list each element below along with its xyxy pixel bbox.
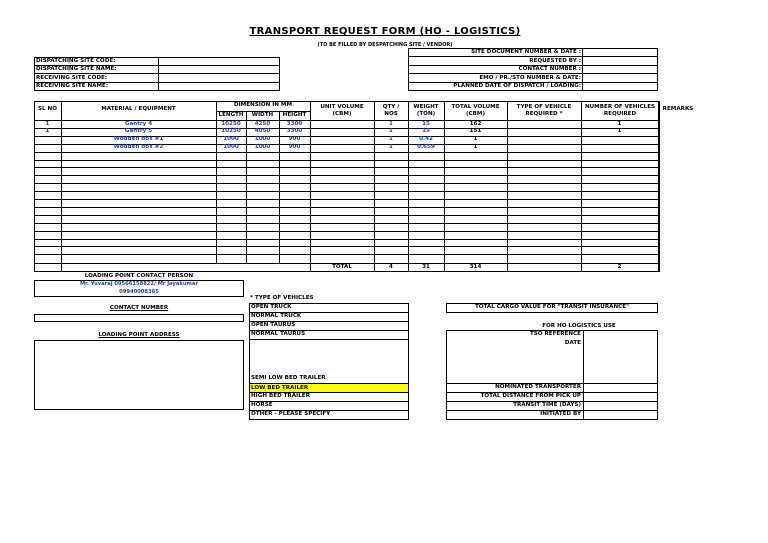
normal-taurus-label: NORMAL TAURUS <box>251 331 306 337</box>
table-row-line <box>34 160 660 161</box>
total-label: TOTAL <box>332 264 352 270</box>
cell-width: 1000 <box>254 136 271 143</box>
cell-length: 1000 <box>223 136 239 143</box>
table-row-line <box>34 239 660 240</box>
material-header: MATERIAL / EQUIPMENT <box>101 106 176 112</box>
cell-material: Gantry 4 <box>124 120 153 127</box>
nominated-transporter-label: NOMINATED TRANSPORTER <box>495 384 581 390</box>
contact-number-label: CONTACT NUMBER : <box>518 66 581 72</box>
initiated-by-label: INITIATED BY <box>540 411 581 417</box>
dispatching-site-name-label: DISPATCHING SITE NAME: <box>36 66 117 72</box>
cell-weight: 15 <box>422 128 430 135</box>
length-header: LENGTH <box>218 112 244 118</box>
cell-weight: 0.659 <box>417 144 435 151</box>
receiving-site-name-label: RECEIVING SITE NAME: <box>36 83 109 89</box>
vehicle-type-header: TYPE OF VEHICLE REQUIRED * <box>516 104 572 117</box>
cell-length: 10250 <box>221 128 241 135</box>
cell-width: 4250 <box>254 120 271 127</box>
cell-material: Gantry 5 <box>124 128 153 135</box>
table-row-line <box>34 183 660 184</box>
cell-vehicles: 1 <box>617 128 622 135</box>
table-row-line <box>34 215 660 216</box>
other-label: OTHER - PLEASE SPECIFY <box>251 411 331 417</box>
cell-qty: 1 <box>389 128 393 135</box>
cell-qty: 1 <box>389 120 393 127</box>
cell-width: 1000 <box>254 144 271 151</box>
dimension-header: DIMENSION IN MM <box>233 102 293 108</box>
cell-total-volume: 1 <box>473 144 478 151</box>
total-distance-label: TOTAL DISTANCE FROM PICK UP <box>480 393 581 399</box>
requested-by-label: REQUESTED BY : <box>529 58 581 64</box>
transit-time-label: TRANSIT TIME (DAYS) <box>513 402 581 408</box>
high-bed-label: HIGH BED TRAILER <box>251 393 310 399</box>
dispatching-site-code-label: DISPATCHING SITE CODE: <box>36 58 116 64</box>
cell-material: Wodden box #1 <box>113 136 164 143</box>
cell-length: 10250 <box>221 120 241 127</box>
cell-length: 1000 <box>223 144 239 151</box>
total-weight: 31 <box>422 264 430 270</box>
sl-no-header: SL NO <box>38 106 57 112</box>
cell-width: 4050 <box>254 128 271 135</box>
cell-total-volume: 151 <box>469 128 482 135</box>
horse-label: HORSE <box>251 402 273 408</box>
vehicles-required-header: NUMBER OF VEHICLES REQUIRED <box>584 104 656 117</box>
form-subtitle: (TO BE FILLED BY DESPATCHING SITE / VENDOR) <box>317 42 453 48</box>
total-qty: 4 <box>389 264 393 270</box>
weight-header: WEIGHT (TON) <box>413 104 439 117</box>
cargo-value-label: TOTAL CARGO VALUE FOR "TRANSIT INSURANCE" <box>474 304 630 310</box>
loading-address-heading: LOADING POINT ADDRESS <box>98 332 180 338</box>
ho-logistics-block <box>446 330 658 420</box>
table-row-line <box>34 191 660 192</box>
cell-weight: 0.42 <box>419 136 433 143</box>
cell-sl: 1 <box>45 128 50 135</box>
contact-number-field[interactable] <box>34 314 244 322</box>
table-row-line <box>34 254 660 255</box>
contact-number-heading: CONTACT NUMBER <box>109 305 169 311</box>
table-row-line <box>34 246 660 247</box>
vehicle-types-heading: * TYPE OF VEHICLES <box>250 295 314 301</box>
form-title: TRANSPORT REQUEST FORM (HO - LOGISTICS) <box>249 26 521 37</box>
site-info-block <box>34 57 280 91</box>
semi-low-bed-label: SEMI LOW BED TRAILER <box>251 375 326 381</box>
table-row-line <box>34 231 660 232</box>
table-row-line <box>34 207 660 208</box>
table-row-line <box>34 167 660 168</box>
receiving-site-code-label: RECEIVING SITE CODE: <box>36 75 108 81</box>
open-truck-label: OPEN TRUCK <box>251 304 292 310</box>
unit-volume-header: UNIT VOLUME (CBM) <box>320 104 364 117</box>
cell-height: 900 <box>288 144 301 151</box>
cell-height: 900 <box>288 136 301 143</box>
cell-qty: 1 <box>389 144 393 151</box>
table-row-line <box>34 199 660 200</box>
vehicle-types-list <box>249 303 409 420</box>
cell-vehicles: 1 <box>617 120 622 127</box>
table-row-line <box>34 175 660 176</box>
cell-total-volume: 162 <box>469 120 482 127</box>
tso-reference-label: TSO REFERENCE <box>529 331 581 337</box>
cell-sl: 1 <box>45 120 50 127</box>
cell-total-volume: 1 <box>473 136 478 143</box>
receiving-site-code-field[interactable] <box>160 75 278 81</box>
loading-address-field[interactable] <box>34 340 244 410</box>
table-row-line <box>34 223 660 224</box>
total-volume: 314 <box>469 264 482 270</box>
material-table <box>34 101 694 272</box>
height-header: HEIGHT <box>282 112 307 118</box>
low-bed-label: LOW BED TRAILER <box>251 385 309 391</box>
normal-truck-label: NORMAL TRUCK <box>251 313 302 319</box>
cell-qty: 1 <box>389 136 393 143</box>
ho-logistics-heading: FOR HO LOGISTICS USE <box>542 323 616 329</box>
total-volume-header: TOTAL VOLUME (CBM) <box>451 104 500 117</box>
loading-contact-line2: 09940008365 <box>119 289 159 295</box>
loading-contact-heading: LOADING POINT CONTACT PERSON <box>84 273 194 279</box>
remarks-header: REMARKS <box>662 106 694 112</box>
total-vehicles: 2 <box>617 264 622 270</box>
document-info-block <box>408 48 658 91</box>
planned-date-label: PLANNED DATE OF DISPATCH / LOADING: <box>453 83 581 89</box>
receiving-site-name-field[interactable] <box>160 83 278 89</box>
cell-height: 3300 <box>286 128 303 135</box>
loading-contact-line1: Mr. Yuvaraj 09566158822/ Mr Jayakumar <box>79 281 199 287</box>
site-document-label: SITE DOCUMENT NUMBER & DATE : <box>471 49 581 55</box>
date-label: DATE <box>564 340 581 346</box>
qty-header: QTY / NOS <box>382 104 400 117</box>
emo-pr-sto-label: EMO / PR./STO NUMBER & DATE: <box>479 75 581 81</box>
dispatching-site-name-field[interactable] <box>160 66 278 72</box>
cell-height: 3300 <box>286 120 303 127</box>
dispatching-site-code-field[interactable] <box>160 58 278 64</box>
table-row-line <box>34 152 660 153</box>
cell-weight: 15 <box>422 120 430 127</box>
width-header: WIDTH <box>251 112 274 118</box>
open-taurus-label: OPEN TAURUS <box>251 322 296 328</box>
cell-material: Wodden box #2 <box>113 144 164 151</box>
